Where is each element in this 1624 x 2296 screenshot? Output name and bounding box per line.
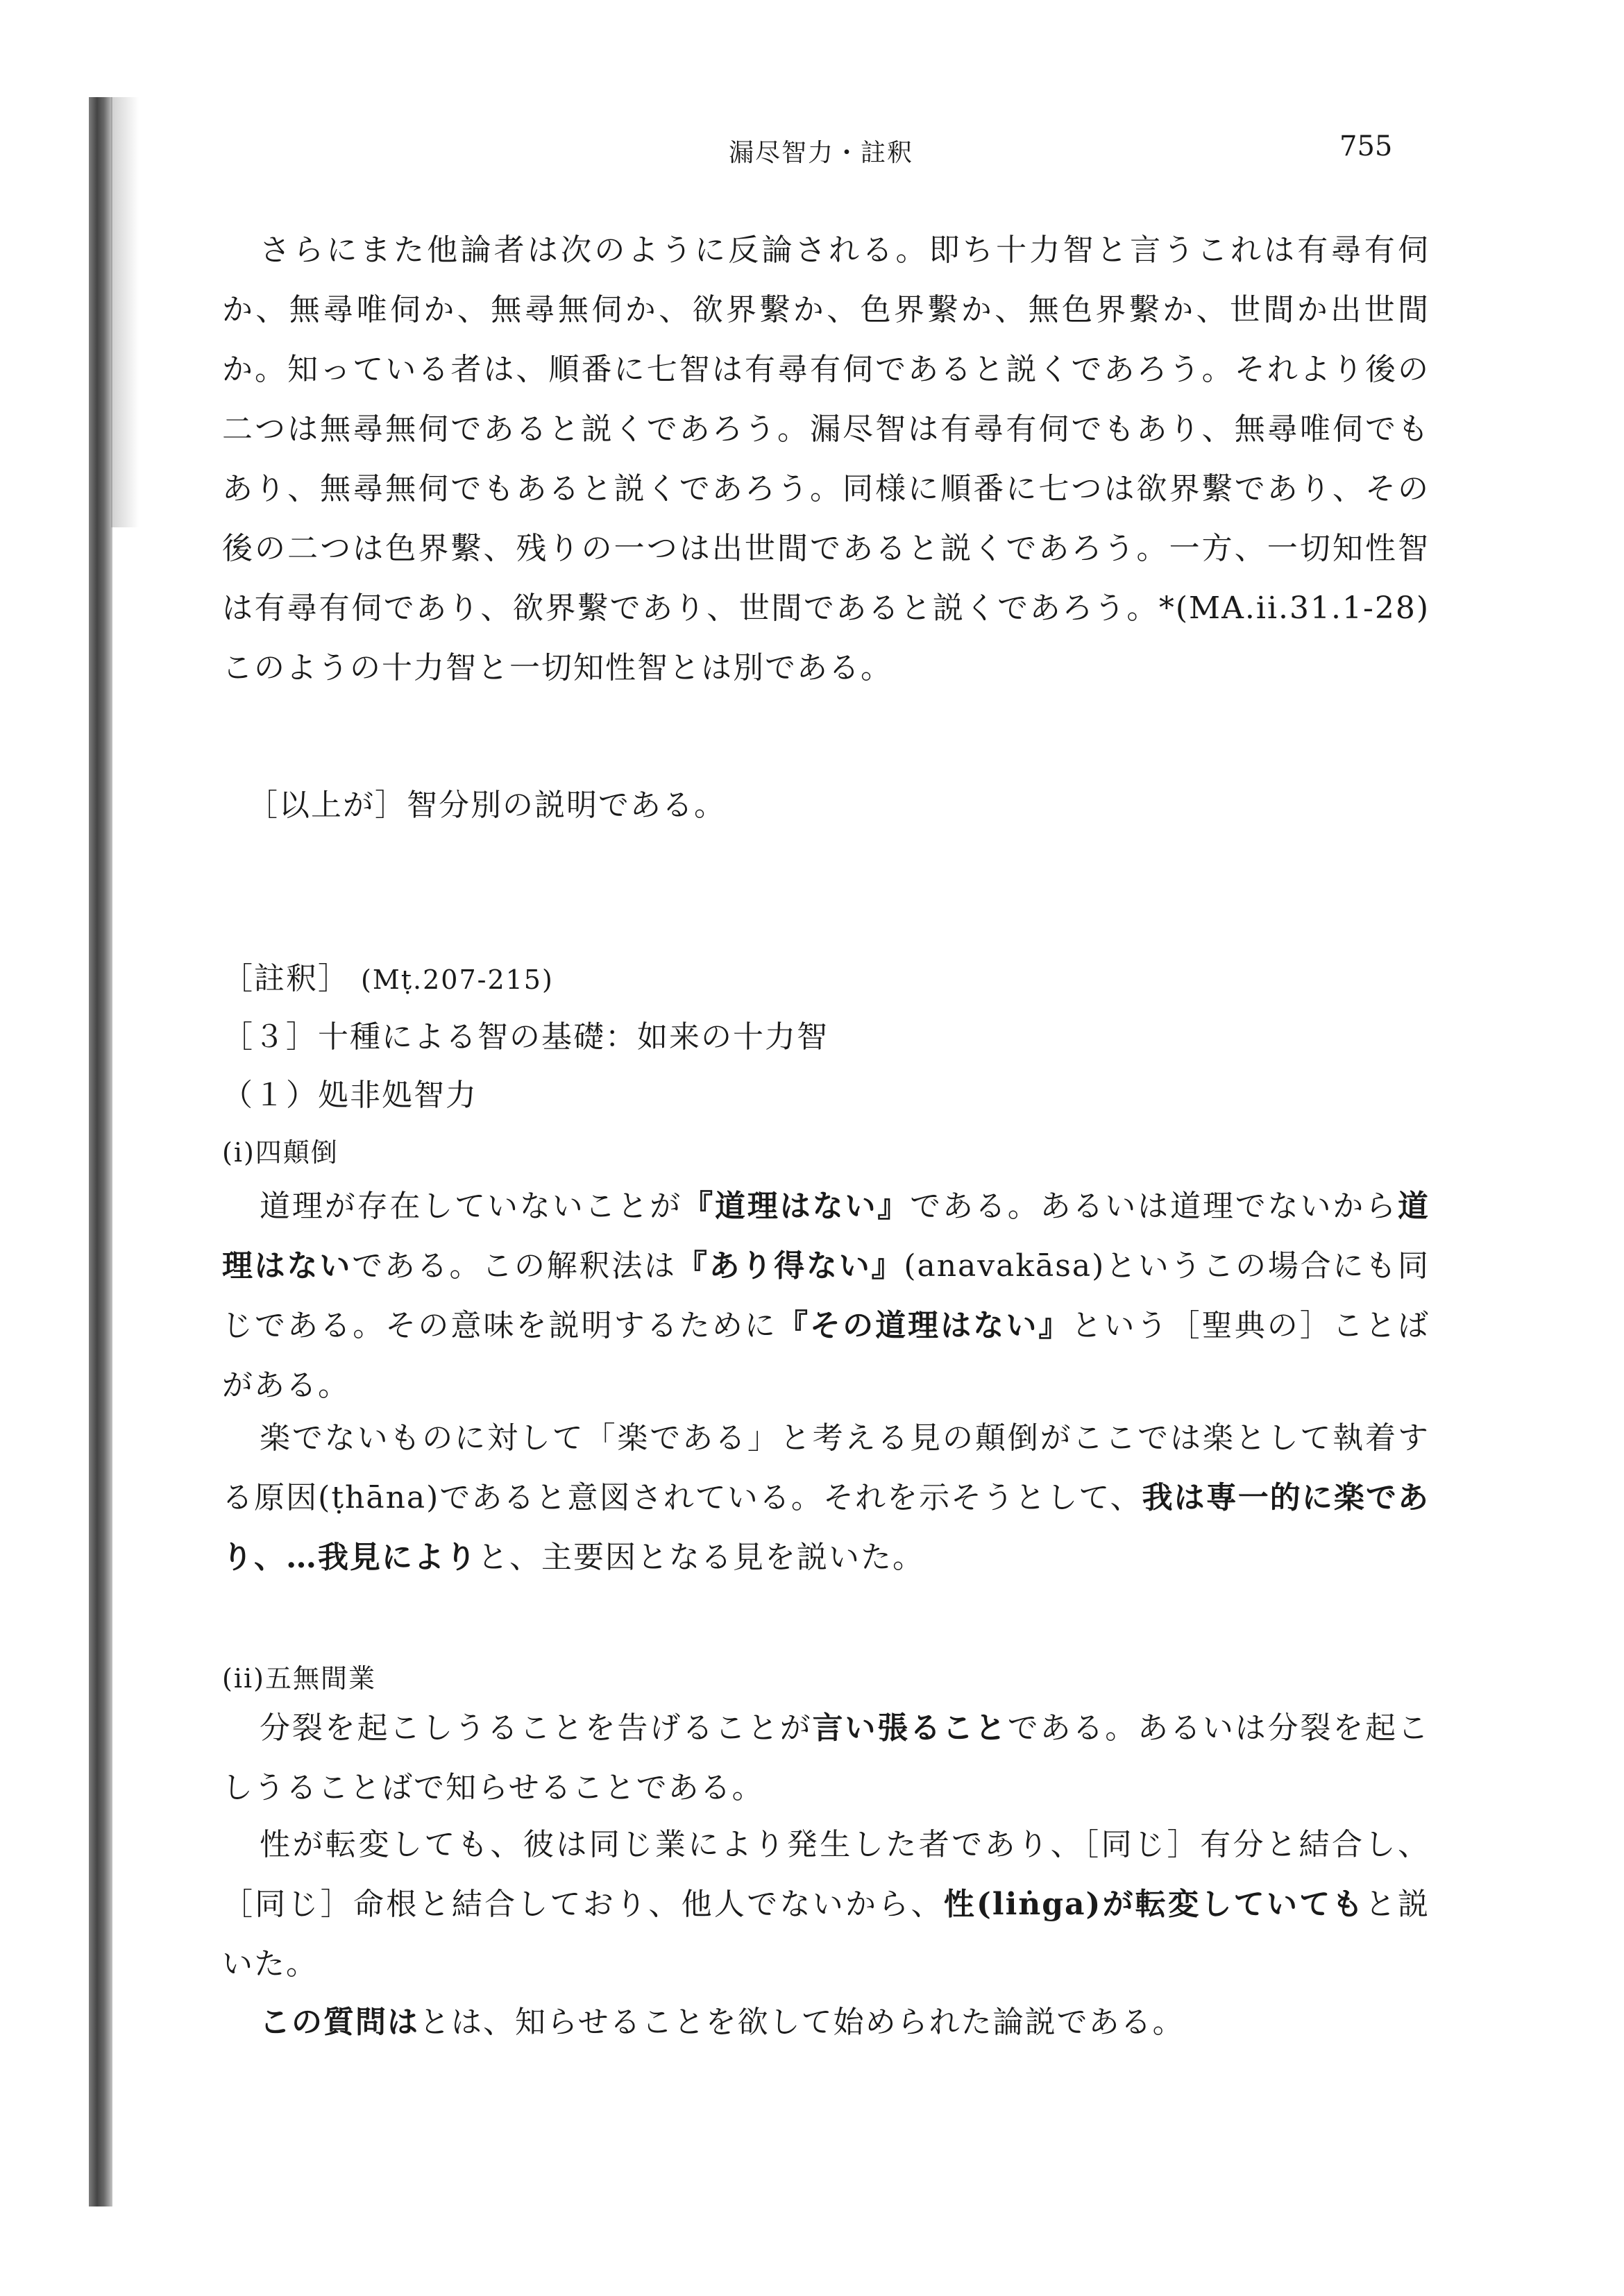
paragraph-question: この質問はとは、知らせることを欲して始められた論説である。 bbox=[260, 2005, 1185, 2040]
subheading-possibility-power: （１）処非処智力 bbox=[222, 1078, 477, 1113]
commentary-heading-label: ［註釈］ bbox=[222, 961, 350, 996]
paragraph-schism: 分裂を起こしうることを告げることが言い張ることである。あるいは分裂を起こしうることばで知らせることである。 bbox=[222, 1710, 1430, 1805]
subheading-five-heinous-acts: (ii)五無間業 bbox=[222, 1663, 376, 1694]
subheading-four-perversions: (i)四顛倒 bbox=[222, 1137, 339, 1168]
paragraph-closing-note: ［以上が］智分別の説明である。 bbox=[247, 788, 726, 823]
running-head: 漏尽智力・註釈 bbox=[729, 139, 914, 167]
paragraph-pleasure-view: 楽でないものに対して「楽である」と考える見の顛倒がここでは楽として執着する原因(ṭhāna)であると意図されている。それを示そうとして、我は専一的に楽であり、…我見によりと、主要因となる見を説いた。 bbox=[222, 1420, 1430, 1575]
commentary-heading bbox=[222, 953, 554, 998]
paragraph-sex-change: 性が転変しても、彼は同じ業により発生した者であり、［同じ］有分と結合し、［同じ］命根と結合しており、他人でないから、性(liṅga)が転変していてもと説いた。 bbox=[222, 1827, 1430, 1982]
scan-edge-shading bbox=[111, 97, 139, 527]
paragraph-ten-powers-debate: さらにまた他論者は次のように反論される。即ち十力智と言うこれは有尋有伺か、無尋唯伺か、無尋無伺か、欲界繫か、色界繫か、無色界繫か、世間か出世間か。知っている者は、順番に七智は有尋有伺であると説くであろう。それより後の二つは無尋無伺であると説くであろう。漏尽智は有尋有伺でもあり、無尋唯伺でもあり、無尋無伺でもあると説くであろう。同様に順番に七つは欲界繫であり、その後の二つは色界繫、残りの一つは出世間であると説くであろう。一方、一切知性智は有尋有伺であり、欲界繫であり、世間であると説くであろう。*(MA.ii.31.1-28) このようの十力智と一切知性智とは別である。 bbox=[222, 232, 1430, 686]
paragraph-no-reason: 道理が存在していないことが『道理はない』である。あるいは道理でないから道理はないである。この解釈法は『あり得ない』(anavakāsa)というこの場合にも同じである。その意味を説明するために『その道理はない』という［聖典の］ことばがある。 bbox=[222, 1189, 1430, 1403]
subheading-ten-powers: ［３］十種による智の基礎：如来の十力智 bbox=[222, 1019, 829, 1055]
commentary-heading-ref: (Mṭ.207-215) bbox=[361, 964, 554, 995]
book-spine-shadow bbox=[89, 97, 112, 2206]
page-number: 755 bbox=[1339, 130, 1393, 162]
